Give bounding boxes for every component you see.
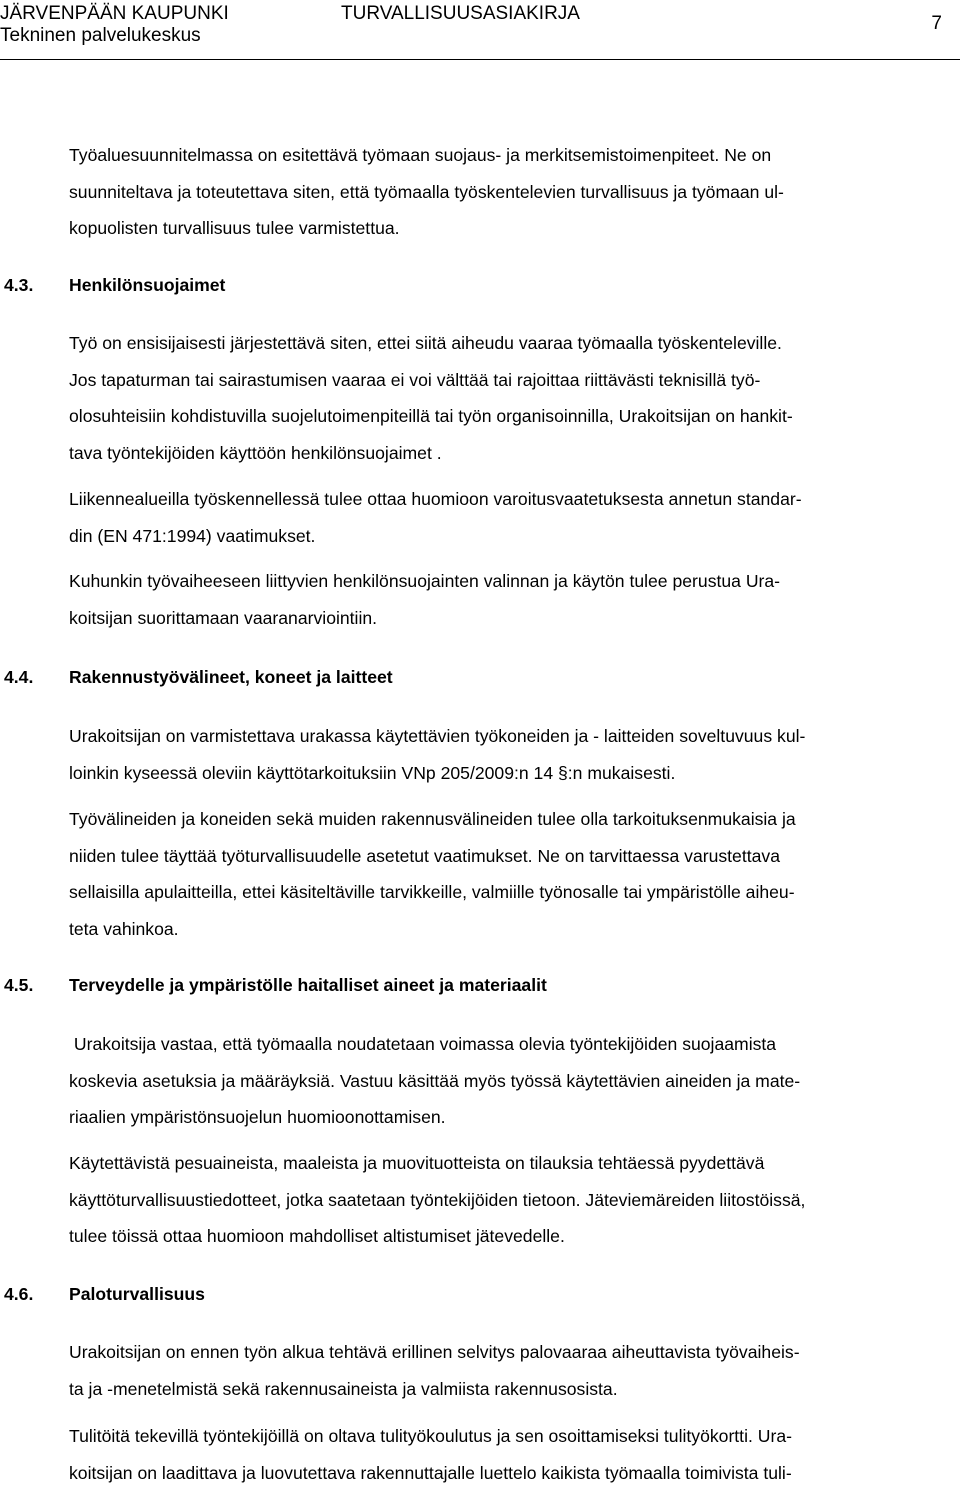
section-number: 4.5. [4, 973, 33, 997]
text-line: Urakoitsijan on ennen työn alkua tehtävä erillinen selvitys palovaaraa aiheuttavista työvaiheis- [69, 1334, 949, 1371]
text-line: olosuhteisiin kohdistuvilla suojelutoimenpiteillä tai työn organisoinnilla, Urakoitsijan on hankit- [69, 398, 949, 435]
text-line: koitsijan suorittamaan vaaranarviointiin. [69, 600, 949, 637]
text-line: Työvälineiden ja koneiden sekä muiden rakennusvälineiden tulee olla tarkoituksenmukaisia ja [69, 801, 949, 838]
text-line: suunniteltava ja toteutettava siten, että työmaalla työskentelevien turvallisuus ja työmaan ul- [69, 174, 949, 211]
section-number: 4.4. [4, 665, 33, 689]
section-heading: Paloturvallisuus [69, 1282, 205, 1306]
paragraph [69, 1145, 949, 1255]
text-line: Urakoitsija vastaa, että työmaalla noudatetaan voimassa olevia työntekijöiden suojaamista [69, 1026, 949, 1063]
text-line: käyttöturvallisuustiedotteet, jotka saatetaan työntekijöiden tietoon. Jäteviemäreiden liitostöissä, [69, 1182, 949, 1219]
section-heading: Henkilönsuojaimet [69, 273, 225, 297]
intro-paragraph [69, 137, 949, 247]
text-line: Kuhunkin työvaiheeseen liittyvien henkilönsuojainten valinnan ja käytön tulee perustua Ura- [69, 563, 949, 600]
text-line: ta ja -menetelmistä sekä rakennusaineista ja valmiista rakennusosista. [69, 1371, 949, 1408]
paragraph [69, 718, 949, 791]
document-type: TURVALLISUUSASIAKIRJA [341, 2, 580, 25]
paragraph [69, 481, 949, 554]
text-line: kopuolisten turvallisuus tulee varmistettua. [69, 210, 949, 247]
department-name: Tekninen palvelukeskus [0, 24, 201, 47]
paragraph [69, 325, 949, 471]
text-line: Työaluesuunnitelmassa on esitettävä työmaan suojaus- ja merkitsemistoimenpiteet. Ne on [69, 137, 949, 174]
paragraph [69, 801, 949, 947]
text-line: Urakoitsijan on varmistettava urakassa käytettävien työkoneiden ja - laitteiden soveltuvuus kul- [69, 718, 949, 755]
header-divider [0, 59, 960, 60]
section-heading: Rakennustyövälineet, koneet ja laitteet [69, 665, 393, 689]
text-line: Tulitöitä tekevillä työntekijöillä on oltava tulityökoulutus ja sen osoittamiseksi tulityökortti. Ura- [69, 1418, 949, 1455]
text-line: din (EN 471:1994) vaatimukset. [69, 518, 949, 555]
page-number: 7 [931, 12, 942, 35]
text-line: niiden tulee täyttää työturvallisuudelle asetetut vaatimukset. Ne on tarvittaessa varustettava [69, 838, 949, 875]
section-number: 4.3. [4, 273, 33, 297]
paragraph [69, 563, 949, 636]
paragraph [69, 1026, 949, 1136]
text-line: Käytettävistä pesuaineista, maaleista ja muovituotteista on tilauksia tehtäessä pyydettävä [69, 1145, 949, 1182]
text-line: tulee töissä ottaa huomioon mahdolliset altistumiset jätevedelle. [69, 1218, 949, 1255]
text-line: teta vahinkoa. [69, 911, 949, 948]
text-line: riaalien ympäristönsuojelun huomioonottamisen. [69, 1099, 949, 1136]
text-line: tava työntekijöiden käyttöön henkilönsuojaimet . [69, 435, 949, 472]
section-heading: Terveydelle ja ympäristölle haitalliset aineet ja materiaalit [69, 973, 547, 997]
organization-name: JÄRVENPÄÄN KAUPUNKI [0, 2, 229, 25]
page-header [0, 0, 960, 60]
text-line: Liikennealueilla työskennellessä tulee ottaa huomioon varoitusvaatetuksesta annetun standar- [69, 481, 949, 518]
text-line: Jos tapaturman tai sairastumisen vaaraa ei voi välttää tai rajoittaa riittävästi teknisillä työ- [69, 362, 949, 399]
paragraph [69, 1418, 949, 1491]
text-line: Työ on ensisijaisesti järjestettävä siten, ettei siitä aiheudu vaaraa työmaalla työskenteleville. [69, 325, 949, 362]
text-line: koskevia asetuksia ja määräyksiä. Vastuu käsittää myös työssä käytettävien aineiden ja mate- [69, 1063, 949, 1100]
text-line: loinkin kyseessä oleviin käyttötarkoituksiin VNp 205/2009:n 14 §:n mukaisesti. [69, 755, 949, 792]
paragraph [69, 1334, 949, 1407]
text-line: koitsijan on laadittava ja luovutettava rakennuttajalle luettelo kaikista työmaalla toimivista tuli- [69, 1455, 949, 1491]
text-line: sellaisilla apulaitteilla, ettei käsiteltäville tarvikkeille, valmiille työnosalle tai ympäristölle aiheu- [69, 874, 949, 911]
section-number: 4.6. [4, 1282, 33, 1306]
